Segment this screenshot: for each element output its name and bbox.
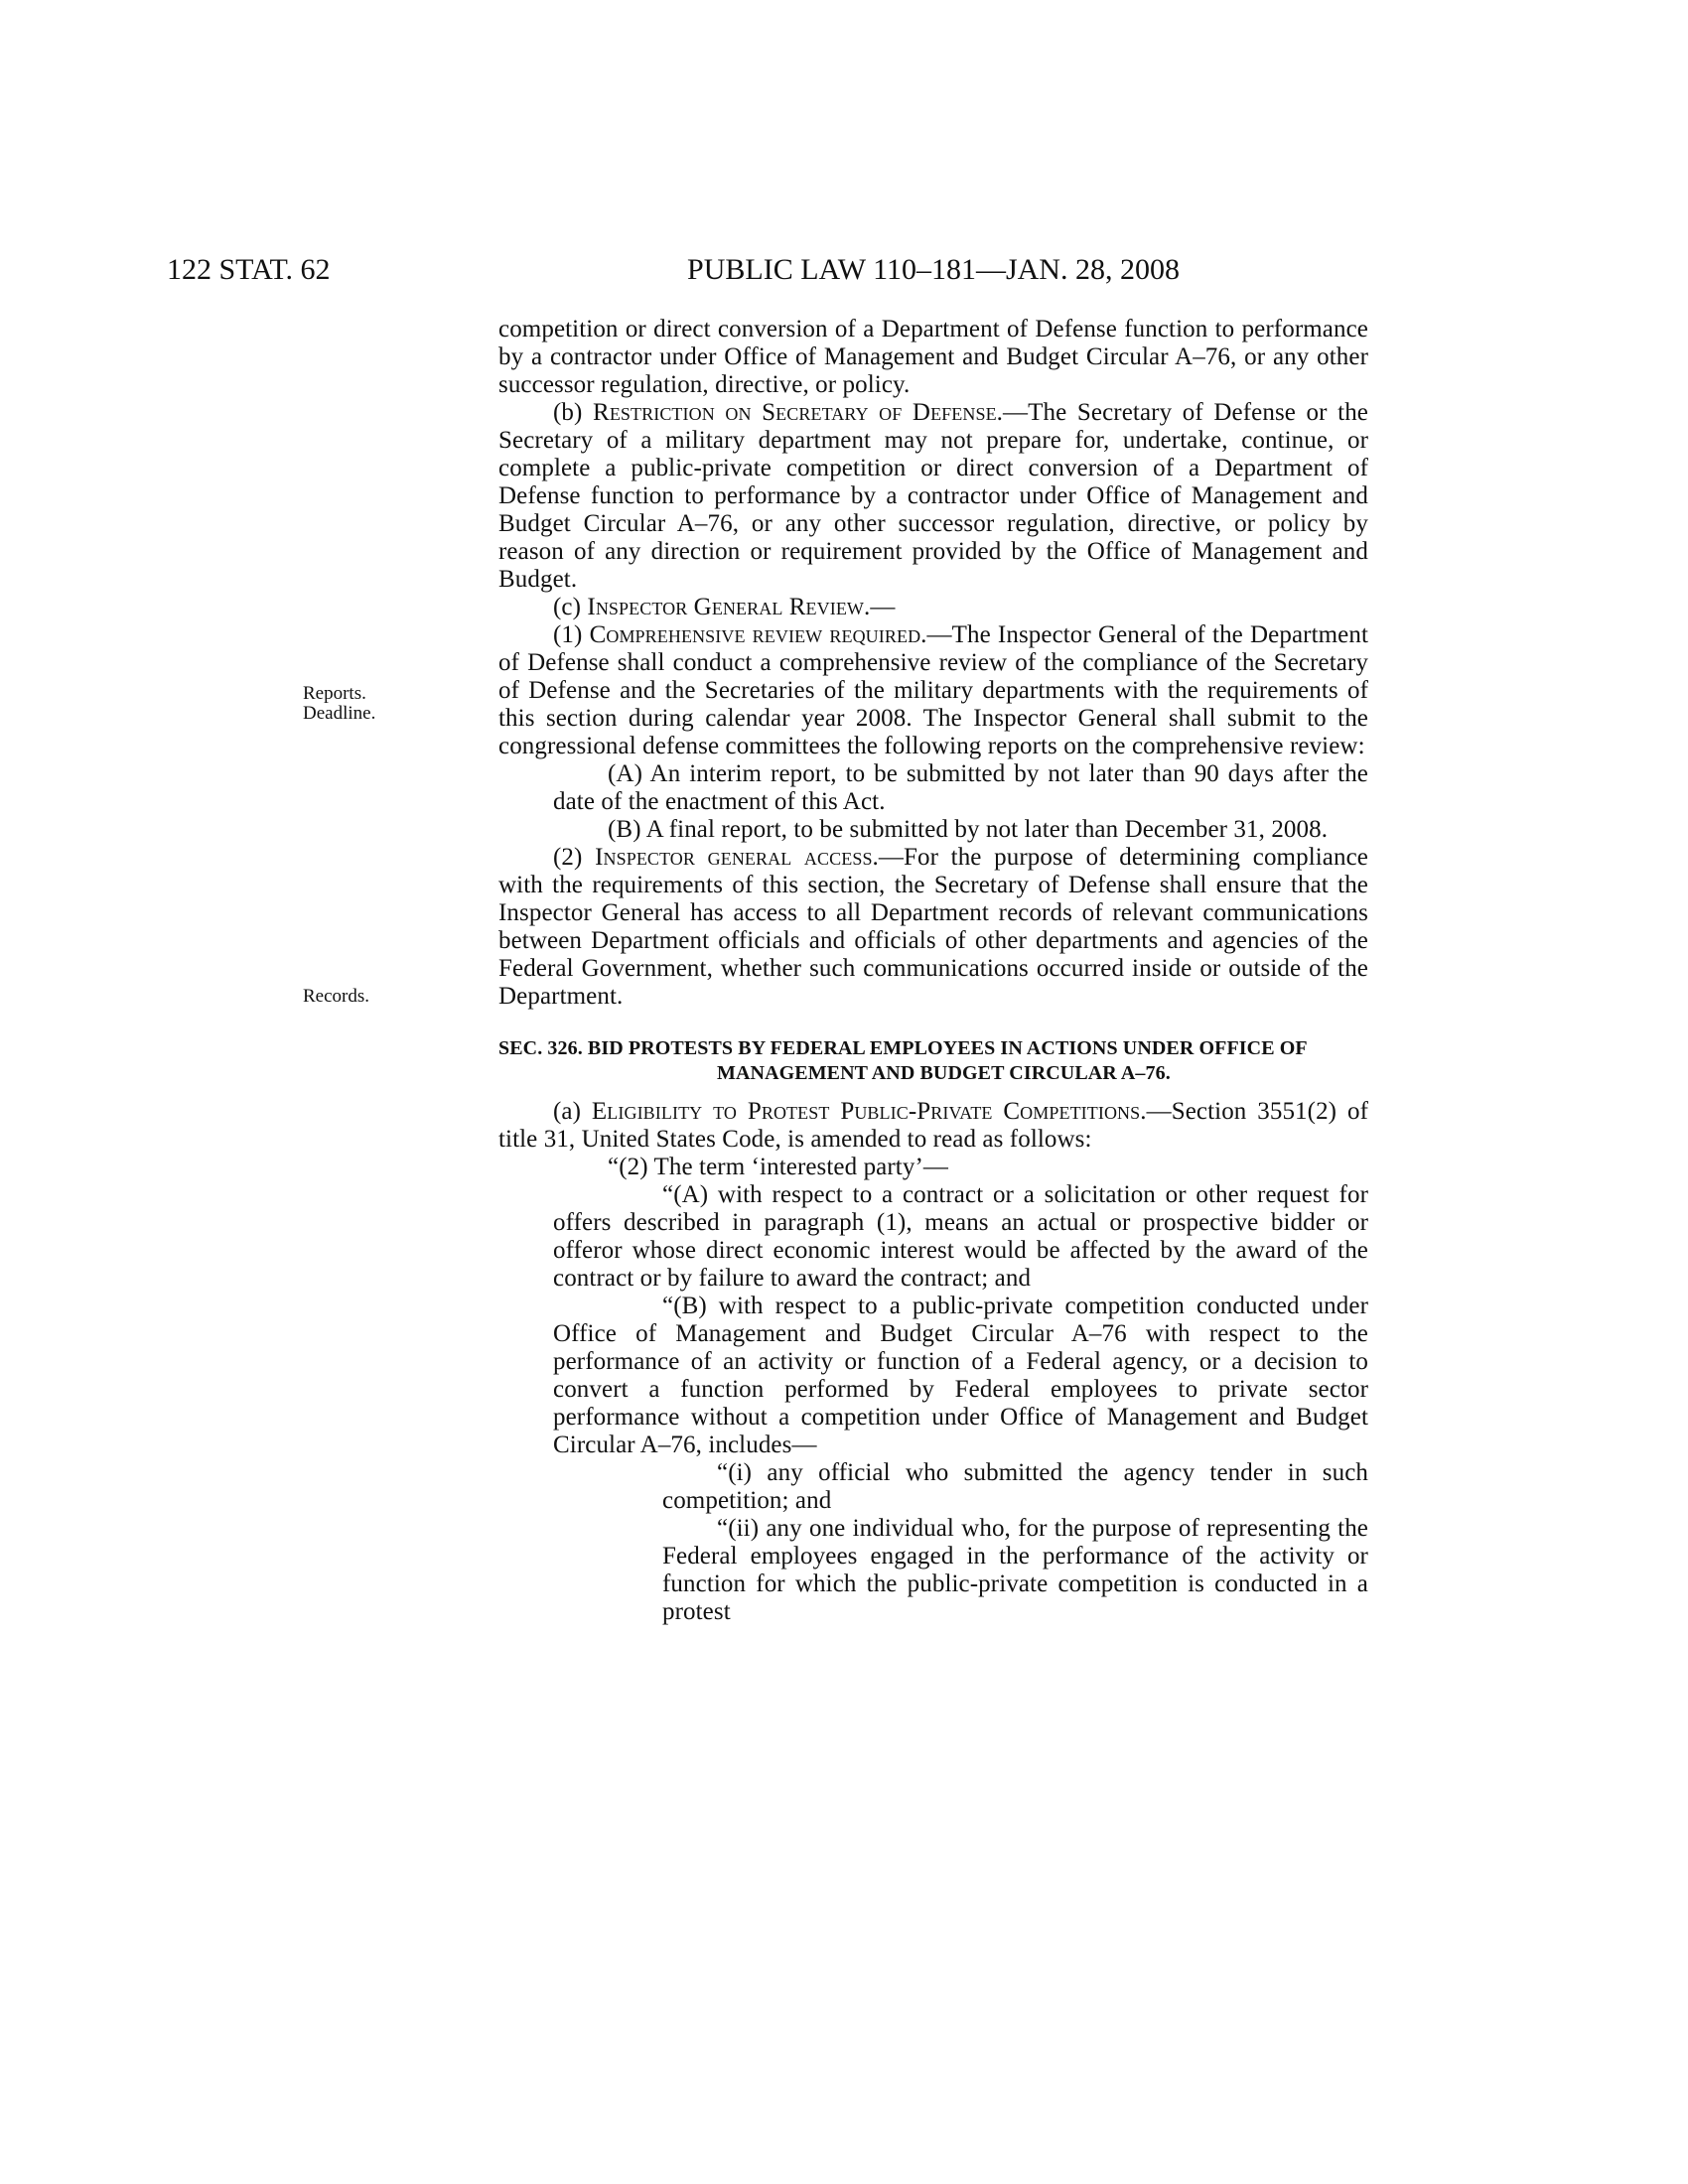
quoted-subparagraph-b: “(B) with respect to a public-private competition conducted under Office of Management and Budget Circular A–76 with respect to the performance of an activity or function of a Federal agency, or a decision to convert a function performed by Federal employees to private sector performance without a competition under Office of Management and Budget Circular A–76, includes— (553, 1293, 1368, 1458)
section-326-a-heading: Eligibility to Protest Public-Private Competitions. (591, 1098, 1147, 1125)
paragraph-c2-text: —For the purpose of determining compliance with the requirements of this section, the Secretary of Defense shall ensure that the Inspector General has access to all Department records of relevant communications between Department officials and officials of other departments and agencies of the Federal Government, whether such communications occurred inside or outside of the Department. (498, 844, 1368, 1010)
section-326-heading: SEC. 326. BID PROTESTS BY FEDERAL EMPLOYEES IN ACTIONS UNDER OFFICE OF MANAGEMENT AND BUDGET CIRCULAR A–76. (498, 1037, 1307, 1084)
statute-body (498, 316, 1368, 1626)
quoted-clause-ii: “(ii) any one individual who, for the purpose of representing the Federal employees engaged in the performance of the activity or function for which the public-private competition is conducted in a protest (662, 1515, 1368, 1625)
margin-note-records: Records. (303, 986, 370, 1007)
subsection-c-heading: Inspector General Review. (587, 594, 871, 620)
subsection-b-label: (b) (553, 399, 594, 426)
stat-reference: 122 STAT. 62 (167, 253, 331, 286)
public-law-title: PUBLIC LAW 110–181—JAN. 28, 2008 (687, 253, 1180, 286)
subsection-c (498, 594, 1368, 621)
section-326-a-text: —Section 3551(2) of title 31, United States Code, is amended to read as follows: (498, 1098, 1368, 1153)
quoted-clause-i: “(i) any official who submitted the agency tender in such competition; and (662, 1459, 1368, 1514)
paragraph-c2-label: (2) (553, 844, 596, 871)
paragraph-c1 (498, 621, 1368, 760)
section-326-a-label: (a) (553, 1098, 592, 1125)
subsection-b-heading: Restriction on Secretary of Defense. (593, 399, 1004, 426)
subsection-b-text: —The Secretary of Defense or the Secretary of a military department may not prepare for, undertake, continue, or complete a public-private competition or direct conversion of a Department of Defense function to performance by a contractor under Office of Management and Budget Circular A–76, or any other successor regulation, directive, or policy by reason of any direction or requirement provided by the Office of Management and Budget. (498, 399, 1369, 593)
section-326-subsection-a (498, 1098, 1368, 1154)
quoted-paragraph-2: “(2) The term ‘interested party’— (608, 1154, 948, 1180)
subsection-b (498, 399, 1368, 594)
paragraph-c1-text: —The Inspector General of the Department of Defense shall conduct a comprehensive review of the compliance of the Secretary of Defense and the Secretaries of the military departments with the requirements of this section during calendar year 2008. The Inspector General shall submit to the congressional defense committees the following reports on the comprehensive review: (498, 621, 1368, 759)
paragraph-c2 (498, 844, 1368, 1011)
subsection-c-dash: — (870, 594, 896, 620)
paragraph-c1-label: (1) (553, 621, 590, 648)
intro-paragraph: competition or direct conversion of a Department of Defense function to performance by a contractor under Office of Management and Budget Circular A–76, or any other successor regulation, directive, or policy. (498, 316, 1368, 398)
page-header (0, 250, 1688, 290)
subparagraph-c1a: (A) An interim report, to be submitted by not later than 90 days after the date of the enactment of this Act. (553, 760, 1368, 815)
margin-note-reports: Reports. (303, 683, 366, 704)
subsection-c-label: (c) (553, 594, 588, 620)
paragraph-c1-heading: Comprehensive review required. (589, 621, 927, 648)
margin-note-deadline: Deadline. (303, 703, 376, 724)
subparagraph-c1b: (B) A final report, to be submitted by not later than December 31, 2008. (608, 816, 1329, 843)
quoted-subparagraph-a: “(A) with respect to a contract or a solicitation or other request for offers described in paragraph (1), means an actual or prospective bidder or offeror whose direct economic interest would be affected by the award of the contract or by failure to award the contract; and (553, 1181, 1368, 1292)
paragraph-c2-heading: Inspector general access. (595, 844, 879, 871)
